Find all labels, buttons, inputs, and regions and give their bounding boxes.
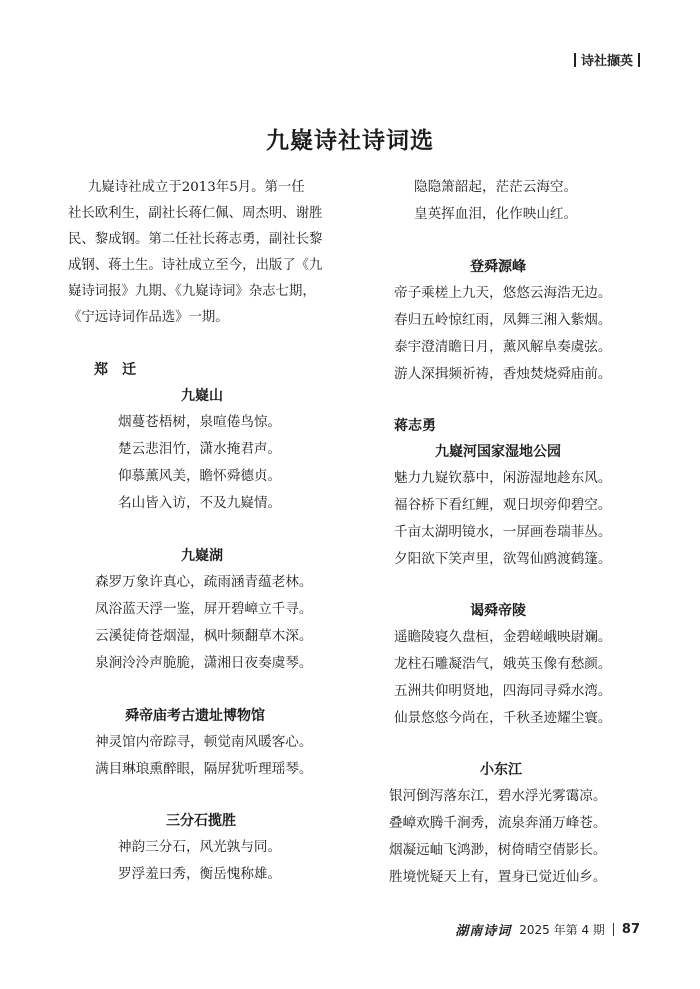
poem-title: 九嶷湖 (181, 548, 223, 564)
poem-line: 罗浮羞曰秀，衡岳愧称雄。 (118, 866, 282, 882)
poem-title: 小东江 (480, 762, 522, 778)
poem-line: 叠嶂欢腾千涧秀，流泉奔涌万峰苍。 (389, 815, 607, 831)
poem-line: 仰慕薰风美，瞻怀舜德贞。 (118, 468, 282, 484)
poem-line: 森罗万象许真心，疏雨涵青蕴老林。 (95, 574, 313, 590)
poem-line: 遥瞻陵寝久盘桓，金碧嵯峨映尉斓。 (394, 629, 612, 645)
intro-line: 嶷诗词报》九期、《九嶷诗词》杂志七期， (68, 284, 316, 299)
poem-line: 泰宇澄清瞻日月，薰风解阜奏虞弦。 (394, 339, 612, 355)
section-label: 诗社撷英 (580, 54, 633, 69)
page-footer (455, 920, 640, 939)
tag-bar-left (574, 53, 576, 67)
poem-line: 银河倒泻落东江，碧水浮光雾霭凉。 (389, 788, 607, 804)
poem-line: 帝子乘槎上九天，悠悠云海浩无边。 (394, 285, 612, 301)
poem-title: 谒舜帝陵 (470, 603, 526, 619)
poem-line: 凤浴蓝天浮一鉴，屏开碧嶂立千寻。 (95, 601, 313, 617)
poem-line: 神灵馆内帝踪寻，顿觉南风暖客心。 (95, 734, 313, 750)
author-name: 蒋志勇 (394, 418, 436, 434)
footer-divider (613, 923, 614, 936)
poem-line: 魅力九嶷钦慕中，闲游湿地趁东风。 (394, 470, 612, 486)
section-tag (574, 50, 640, 69)
intro-line: 社长欧利生，副社长蒋仁佩、周杰明、谢胜 (68, 206, 323, 221)
poem-line: 仙景悠悠今尚在，千秋圣迹耀尘寰。 (394, 710, 612, 726)
intro-line: 《宁远诗词作品选》一期。 (68, 310, 229, 325)
magazine-logo: 湖南诗词 (455, 924, 512, 939)
poem-line: 神韵三分石，风光孰与同。 (118, 839, 282, 855)
poem-line: 福谷桥下看红鲤，观日坝旁仰碧空。 (394, 497, 612, 513)
intro-line: 九嶷诗社成立于2013年5月。第一任 (88, 180, 305, 195)
poem-line: 千亩太湖明镜水，一屏画卷瑞菲丛。 (394, 524, 612, 540)
intro-line: 民、黎成钢。第二任社长蒋志勇，副社长黎 (68, 232, 323, 247)
poem-line: 夕阳欲下笑声里，欲驾仙鸥渡鹤篷。 (394, 551, 612, 567)
poem-line: 五洲共仰明贤地，四海同寻舜水湾。 (394, 683, 612, 699)
page-title: 九嶷诗社诗词选 (266, 127, 434, 154)
poem-line: 胜境恍疑天上有，置身已觉近仙乡。 (389, 869, 607, 885)
poem-title: 舜帝庙考古遗址博物馆 (125, 708, 265, 724)
poem-line: 龙柱石雕凝浩气，娥英玉像有愁颜。 (394, 656, 612, 672)
page-number: 87 (621, 922, 640, 937)
poem-line: 皇英挥血泪，化作映山红。 (414, 206, 578, 222)
poem-title: 九嶷山 (181, 388, 223, 404)
poem-line: 楚云悲泪竹，潇水掩君声。 (118, 441, 282, 457)
issue-label: 2025 年第 4 期 (519, 923, 605, 937)
poem-line: 云溪徒倚苍烟湿，枫叶频翻草木深。 (95, 628, 313, 644)
poem-title: 登舜源峰 (470, 259, 526, 275)
poem-line: 烟蔓苍梧树，泉喧倦鸟惊。 (118, 414, 282, 430)
poem-line: 春归五岭惊红雨，凤舞三湘入紫烟。 (394, 312, 612, 328)
poem-title: 三分石揽胜 (166, 813, 236, 829)
poem-line: 满目琳琅熏醉眼，隔屏犹听理瑶琴。 (95, 761, 313, 777)
poem-line: 游人深揖频祈祷，香烛焚烧舜庙前。 (394, 366, 612, 382)
poem-title: 九嶷河国家湿地公园 (435, 444, 561, 460)
author-name: 郑 迁 (94, 362, 136, 378)
intro-line: 成钢、蒋土生。诗社成立至今，出版了《九 (68, 258, 323, 273)
tag-bar-right (638, 53, 640, 67)
poem-line: 泉涧泠泠声脆脆，潇湘日夜奏虞琴。 (95, 655, 313, 671)
poem-line: 烟凝远岫飞鸿渺，树倚晴空倩影长。 (389, 842, 607, 858)
poem-line: 名山皆入访，不及九嶷情。 (118, 495, 282, 511)
poem-line: 隐隐箫韶起，茫茫云海空。 (414, 179, 578, 195)
